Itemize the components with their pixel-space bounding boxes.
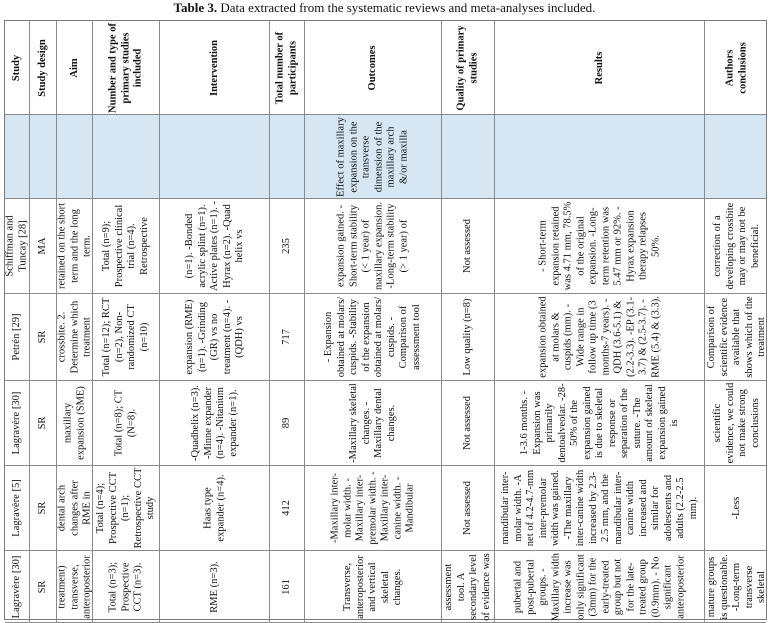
cell-participants — [270, 381, 305, 465]
cell-participants — [270, 199, 305, 293]
cell-aim — [57, 294, 93, 380]
cell-text-results: expansion obtained at molars & cuspids (mm). -Wide range in follow up time (3 months-7 years). -QDH (3.6-5.1) & (2.2-3.3). -EP (3.1-3.7) & (2.5-3.7). -RME (5.4) & (3.3). — [537, 296, 661, 378]
cell-text-study-design: SR — [36, 501, 48, 515]
cell-study-design — [30, 294, 57, 380]
cell-text-intervention: expansion (RME) (n=1). -Grinding (GR) vs no treatment (n=4). -(QDH) vs — [183, 299, 245, 375]
header-cell-outcomes — [305, 21, 442, 114]
cell-text-study: Petrén [29] — [10, 313, 22, 361]
cell-quality — [442, 199, 495, 293]
cell-text-intervention: (n=1). -Bonded acrylic splint (n=1). Active plates (n=1). -Hyrax (n=2). -Quad helix vs — [183, 201, 245, 291]
header-label-intervention: Intervention — [208, 39, 220, 96]
cell-participants — [270, 115, 305, 198]
cell-results — [495, 294, 705, 380]
cell-text-quality: assessment tool. A secondary level of evidence was — [443, 552, 492, 621]
cell-text-intervention: Haas type expander (n=4). — [202, 474, 226, 542]
cell-conclusions — [705, 466, 768, 550]
cell-quality — [442, 115, 495, 198]
header-label-quality: Quality of primary studies — [455, 24, 479, 111]
cell-intervention — [160, 199, 270, 293]
header-label-participants: Total number of participants — [274, 31, 298, 104]
cell-text-outcomes: - Expansion obtained at molars/ cuspids. -Stability of the expansion obtained at molars/ cuspids. -Comparison of assessment tool — [323, 296, 422, 378]
cell-quality — [442, 294, 495, 380]
cell-text-study-design: MA — [36, 237, 48, 255]
cell-text-study: Lagravère [30] — [10, 555, 22, 618]
cell-text-study: Lagravère [30] — [10, 391, 22, 455]
cell-participants — [270, 466, 305, 550]
table-row — [5, 199, 766, 294]
cell-text-primary-studies: Total (n=12); RCT (n=2), Non-randomized CT (n=10) — [101, 297, 150, 377]
header-label-aim: Aim — [68, 57, 80, 78]
cell-text-intervention: RME (n=3). — [208, 560, 220, 613]
cell-study-design — [30, 115, 57, 198]
cell-conclusions — [705, 115, 768, 198]
cell-text-outcomes: Effect of maxillary expansion on the transverse dimension of the maxillary arch &/or maxilla — [335, 116, 409, 197]
cell-text-participants: 89 — [280, 417, 292, 429]
cell-text-participants: 235 — [280, 238, 292, 254]
cell-text-results: 1-3.6 months. -Expansion was primarily dentoalveolar. -28-50% of the expansion gained is due to skeletal response or separation of the suture. -The amount of skeletal expansion gained is — [518, 383, 680, 463]
header-label-outcomes: Outcomes — [366, 45, 378, 90]
caption-text: Data extracted from the systematic reviews and meta-analyses included. — [217, 0, 596, 15]
cell-text-results: - Short-term expansion retained was 4.71 mm, 78.5% of the original expansion. -Long-term retention was 5.47 mm or 92%. -Hyrax expansion therapy relapses 50%. — [537, 201, 661, 291]
cell-outcomes — [305, 466, 442, 550]
cell-intervention — [160, 381, 270, 465]
header-cell-aim — [57, 21, 93, 114]
cell-participants — [270, 294, 305, 380]
cell-aim — [57, 466, 93, 550]
cell-text-quality: Not assessed — [461, 481, 473, 535]
cell-primary-studies — [93, 381, 160, 465]
header-cell-study-design — [30, 21, 57, 114]
cell-text-intervention: -Quadhelix (n=3). -Minne expander (n=4). -Nitanium expander (n=1). — [189, 385, 238, 461]
cell-study — [5, 294, 30, 380]
header-label-primary-studies: Number and type of primary studies included — [107, 22, 144, 113]
cell-text-quality: Low quality (n=8) — [461, 298, 473, 376]
cell-study — [5, 381, 30, 465]
cell-results — [495, 115, 705, 198]
cell-study — [5, 551, 30, 622]
cell-results — [495, 381, 705, 465]
cell-text-quality: Not assessed — [461, 396, 473, 450]
cell-quality — [442, 466, 495, 550]
header-label-conclusions: Authors conclusions — [724, 41, 748, 94]
cell-aim — [57, 381, 93, 465]
cell-text-aim: crossbite. 2. Determine which treatment — [55, 300, 92, 374]
header-label-study-design: Study design — [36, 38, 48, 97]
header-cell-participants — [270, 21, 305, 114]
cell-conclusions — [705, 551, 768, 622]
cell-outcomes — [305, 381, 442, 465]
cell-text-conclusions: correction of a developing crossbite may or may not be beneficial. — [711, 202, 760, 290]
table-row — [5, 466, 766, 551]
cell-results — [495, 466, 705, 550]
header-label-study: Study — [10, 54, 22, 81]
cell-text-results: mandibular inter-molar width. -A net of 4.2-4.7-mm inter-premolar width was gained. -The maxillary inter-canine width increased by 2.3-2.5 mm, and the mandibular inter-canine width increased and similar for adolescents and adults (2.2-2.5 mm). — [499, 469, 698, 547]
cell-quality — [442, 381, 495, 465]
cell-outcomes — [305, 199, 442, 293]
cell-aim — [57, 199, 93, 293]
cell-text-outcomes: -Maxillary skeletal changes. -Maxillary dental changes. — [348, 383, 397, 463]
cell-study-design — [30, 551, 57, 622]
cell-text-aim: maxillary expansion (SME) — [62, 386, 86, 460]
cell-results — [495, 551, 705, 622]
cell-quality — [442, 551, 495, 622]
cell-text-outcomes: Transverse, anteroposterior and vertical skeletal changes. — [341, 554, 403, 619]
cell-study-design — [30, 466, 57, 550]
cell-text-study: Schiffman and Tuncay [28] — [4, 215, 28, 277]
cell-study-design — [30, 199, 57, 293]
cell-intervention — [160, 551, 270, 622]
cell-aim — [57, 551, 93, 622]
cell-text-study-design: SR — [36, 580, 48, 593]
cell-intervention — [160, 466, 270, 550]
cell-primary-studies — [93, 466, 160, 550]
cell-conclusions — [705, 199, 768, 293]
cell-text-aim: dental arch changes after RME in — [55, 480, 92, 536]
cell-study — [5, 115, 30, 198]
table-row — [5, 381, 766, 466]
cell-primary-studies — [93, 115, 160, 198]
cell-text-conclusions: -Less — [730, 496, 742, 520]
header-cell-quality — [442, 21, 495, 114]
cell-text-primary-studies: Total (n=3); Prospective CCT (n=3). — [107, 561, 144, 612]
cell-study-design — [30, 381, 57, 465]
cell-text-conclusions: Comparison of scientific evidence available that shows which of the treatment — [705, 296, 767, 378]
cell-aim — [57, 115, 93, 198]
table-caption — [0, 0, 769, 18]
cell-text-study-design: SR — [36, 416, 48, 430]
table-row — [5, 294, 766, 381]
cell-study — [5, 199, 30, 293]
cell-text-participants: 161 — [280, 578, 292, 595]
cell-text-aim: retained on the short term and the long term. — [55, 203, 92, 290]
table-row — [5, 115, 766, 199]
cell-primary-studies — [93, 294, 160, 380]
cell-participants — [270, 551, 305, 622]
cell-outcomes — [305, 115, 442, 198]
header-cell-primary-studies — [93, 21, 160, 114]
header-cell-study — [5, 21, 30, 114]
data-table — [4, 20, 767, 620]
cell-text-conclusions: scientific evidence, we could not make strong conclusions — [711, 382, 760, 464]
cell-text-study: Lagravère [5] — [10, 479, 22, 537]
cell-outcomes — [305, 294, 442, 380]
caption-label: Table 3. — [173, 0, 218, 15]
cell-conclusions — [705, 294, 768, 380]
cell-text-primary-studies: Total (n=4); Prospective CCT (n=1); Retrospective CCT study — [94, 467, 156, 549]
cell-text-participants: 717 — [280, 329, 292, 345]
cell-text-conclusions: mature groups is questionable. -Long-term transverse skeletal — [705, 553, 767, 620]
cell-text-study-design: SR — [36, 330, 48, 344]
cell-text-outcomes: -Maxillary inter-molar width. -Maxillary inter-premolar width. -Maxillary inter-canine width. -Mandibular — [329, 471, 416, 545]
cell-text-quality: Not assessed — [461, 219, 473, 273]
cell-primary-studies — [93, 551, 160, 622]
cell-text-results: pubertal and post-pubertal groups. -Maxillary width increase was only significant (3mm) for the early-treated group but not for the late-treated group (0.9mm). - No significant anteroposterior — [512, 552, 686, 621]
table-row — [5, 551, 766, 623]
cell-intervention — [160, 294, 270, 380]
header-cell-conclusions — [705, 21, 768, 114]
cell-text-outcomes: expansion gained. -Short-term stability (< 1 year) of maxillary expansion. -Long-term stability (> 1 year) of — [335, 201, 409, 291]
cell-study — [5, 466, 30, 550]
header-cell-results — [495, 21, 705, 114]
cell-text-aim: treatment) transverse, anteroposterior — [55, 554, 92, 619]
header-cell-intervention — [160, 21, 270, 114]
header-row — [5, 21, 766, 115]
cell-text-primary-studies: Total (n=9); Prospective clinical trial (n=4). Retrospective — [101, 204, 150, 288]
cell-text-primary-studies: Total (n=8); CT (N=8). — [113, 389, 137, 457]
cell-outcomes — [305, 551, 442, 622]
cell-conclusions — [705, 381, 768, 465]
cell-intervention — [160, 115, 270, 198]
cell-results — [495, 199, 705, 293]
cell-primary-studies — [93, 199, 160, 293]
header-label-results: Results — [593, 51, 605, 84]
cell-text-participants: 412 — [280, 500, 292, 516]
